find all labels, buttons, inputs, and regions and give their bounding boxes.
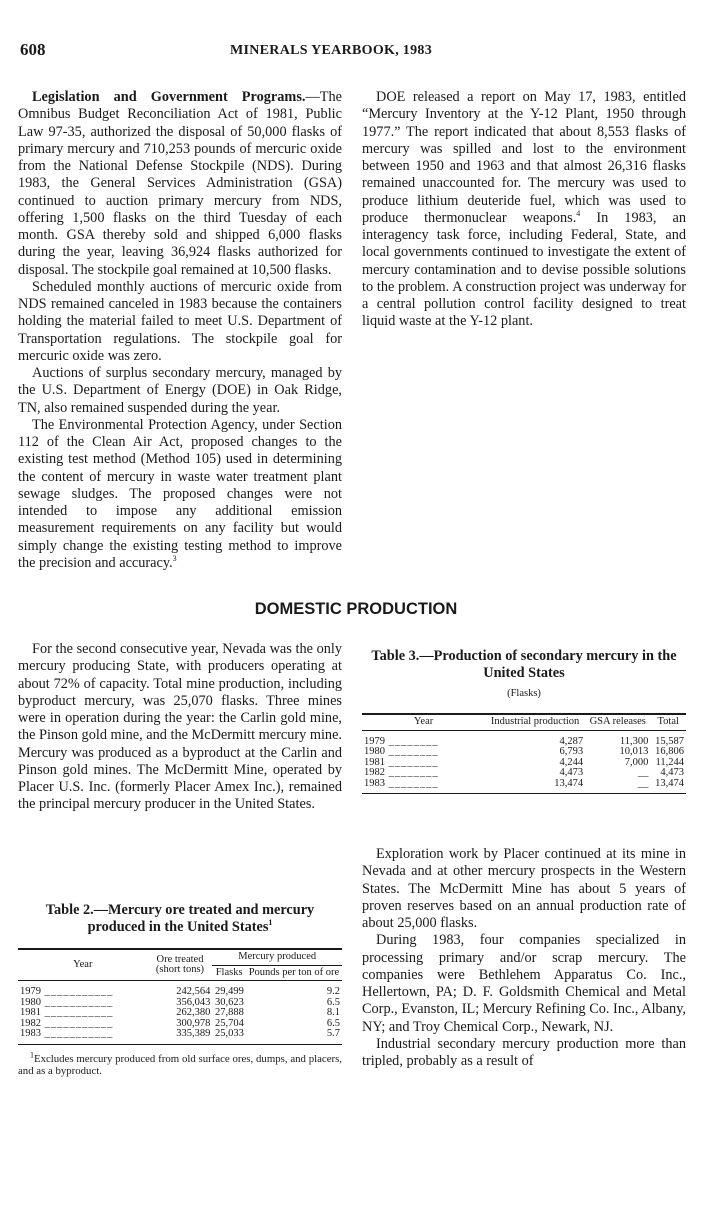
- leader-dots: ___________: [41, 1007, 114, 1018]
- table-2-header-flasks: Flasks: [215, 966, 243, 978]
- cell-ore: 356,043: [176, 996, 211, 1008]
- cell-year: [362, 730, 485, 747]
- paragraph-text: The Environmental Protection Agency, under Section 112 of the Clean Air Act, proposed changes to the existing test method (Method 105) used in determining the content of mercury in waste water treatment plant sewage sludges. The proposed changes were not intended to impose any additional emission measurement requirements on any facility but would simply change the existing testing method to improve the precision and accuracy.: [18, 416, 342, 571]
- cell-industrial: 4,244: [559, 756, 584, 768]
- paragraph-industrial: Industrial secondary mercury production more than tripled, probably as a result of: [362, 1035, 686, 1069]
- cell-year: [18, 981, 148, 998]
- row-year: 1983: [20, 1028, 41, 1039]
- row-year: 1979: [20, 986, 41, 997]
- column-right-top: [362, 89, 686, 331]
- table-2-grid: [18, 948, 342, 1045]
- cell-industrial: 4,287: [559, 735, 584, 747]
- cell-total: 15,587: [655, 735, 684, 747]
- cell-industrial: 6,793: [559, 746, 584, 757]
- cell-flasks: 25,033: [214, 1028, 244, 1039]
- table-3-header-industrial: Industrial production: [490, 716, 580, 727]
- row-year: 1980: [20, 996, 41, 1008]
- cell-total: 11,244: [655, 756, 684, 768]
- table-2-title-note: 1: [268, 918, 273, 928]
- page-number: 608: [20, 40, 46, 59]
- leader-dots: ___________: [41, 1028, 114, 1039]
- table-3-title: Table 3.—Production of secondary mercury in the United States: [371, 648, 677, 681]
- leader-dots: ___________: [41, 986, 114, 997]
- cell-gsa: 11,300: [619, 735, 649, 747]
- paragraph-doe-report: [362, 89, 686, 331]
- cell-flasks: 27,888: [214, 1007, 244, 1018]
- cell-flasks: 30,623: [214, 996, 244, 1008]
- paragraph-text: —The Omnibus Budget Reconciliation Act of 1981, Public Law 97-35, authorized the disposal of 50,000 flasks of primary mercury and 710,253 pounds of mercuric oxide from the National Defense Stockpile (NDS). During 1983, the General Services Administration (GSA) continued to auction primary mercury from NDS, offering 1,500 flasks on the third Tuesday of each month. GSA thereby sold and shipped 6,000 flasks during the year, leaving 36,924 flasks authorized for disposal. The stockpile goal remained at 10,500 flasks.: [18, 89, 342, 278]
- paragraph-text: DOE released a report on May 17, 1983, entitled “Mercury Inventory at the Y-12 Plant, 1950 through 1977.” The report indicated that about 8,553 flasks of mercury was spilled and lost to the environment between 1950 and 1963 and that almost 26,316 flasks remained unaccounted for. The mercury was used to produce lithium deuteride fuel, which was used to produce thermonuclear weapons.: [362, 89, 686, 226]
- cell-pounds: 9.2: [326, 986, 340, 997]
- cell-industrial: 13,474: [554, 777, 584, 789]
- leader-dots: ___________: [41, 996, 114, 1008]
- cell-pounds: 6.5: [326, 996, 340, 1008]
- row-year: 1982: [20, 1017, 41, 1029]
- cell-gsa: __: [637, 767, 649, 778]
- paragraph-legislation: [18, 89, 342, 279]
- table-3-header-gsa: GSA releases: [589, 716, 646, 727]
- cell-pounds: 6.5: [326, 1017, 340, 1029]
- row-year: 1981: [20, 1007, 41, 1018]
- paragraph-exploration: Exploration work by Placer continued at its mine in Nevada and at other mercury prospects in the Western States. The McDermitt Mine has about 5 years of proven reserves based on an annual production rate of about 25,000 flasks.: [362, 846, 686, 931]
- table-row: [18, 1029, 342, 1044]
- leader-dots: ________: [385, 746, 439, 757]
- leader-dots: ________: [385, 735, 439, 747]
- paragraph-text-tail: In 1983, an interagency task force, including Federal, State, and local governments continued to investigate the extent of mercury contamination and to devise possible solutions to the problem. A construction project was underway for a central pollution control facility designed to treat liquid waste at the Y-12 plant.: [362, 209, 686, 330]
- row-year: 1981: [364, 756, 385, 768]
- cell-ore: 300,978: [176, 1017, 211, 1029]
- cell-gsa: 10,013: [619, 746, 649, 757]
- row-year: 1979: [364, 735, 385, 747]
- table-2-header-ore: Ore treated (short tons): [155, 953, 205, 975]
- table-2-footnote: [18, 1049, 342, 1077]
- table-3-header-year: Year: [413, 716, 434, 727]
- footnote-ref: 4: [576, 208, 581, 218]
- paragraph-lead: Legislation and Government Programs.: [32, 89, 306, 105]
- cell-ore: 262,380: [176, 1007, 211, 1018]
- footnote-ref: 3: [172, 553, 177, 563]
- column-left-top: [18, 89, 342, 572]
- section-heading: DOMESTIC PRODUCTION: [254, 600, 458, 618]
- footnote-text: Excludes mercury produced from old surface ores, dumps, and placers, and as a byproduct.: [18, 1052, 342, 1077]
- table-row: [362, 779, 686, 794]
- cell-ore: 242,564: [176, 986, 211, 997]
- table-2-title-text: Table 2.—Mercury ore treated and mercury produced in the United States: [45, 902, 315, 935]
- paragraph-epa: [18, 417, 342, 572]
- running-head: MINERALS YEARBOOK, 1983: [230, 43, 433, 58]
- table-2-header-year: Year: [73, 958, 93, 970]
- table-2: [18, 902, 342, 1077]
- paragraph-companies: During 1983, four companies specialized in processing primary and/or scrap mercury. The companies were Bethlehem Apparatus Co. Inc., Hellertown, PA; D. F. Goldsmith Chemical and Metal Corp., Evanston, IL; Mercury Refining Co. Inc., Albany, NY; and Troy Chemical Corp., Newark, NJ.: [362, 932, 686, 1035]
- cell-pounds: 8.1: [326, 1007, 340, 1018]
- cell-year: [18, 1029, 148, 1044]
- paragraph-nevada: For the second consecutive year, Nevada was the only mercury producing State, with producers operating at about 72% of capacity. Total mine production, including byproduct mercury, was 25,070 flasks. Three mines were in operation during the year: the Carlin gold mine, the Pinson gold mine, and the McDermitt mercury mine. Mercury was produced as a byproduct at the Carlin and Pinson gold mines. The McDermitt Mine, operated by Placer U.S. Inc. (formerly Placer Amex Inc.), remained the principal mercury producer in the United States.: [18, 641, 342, 813]
- table-3: [362, 648, 686, 794]
- cell-flasks: 29,499: [214, 986, 244, 997]
- table-row: [362, 730, 686, 747]
- leader-dots: ___________: [41, 1017, 114, 1029]
- row-year: 1983: [364, 777, 385, 789]
- column-right-bottom: [362, 846, 686, 1070]
- column-left-bottom: [18, 641, 342, 814]
- cell-pounds: 5.7: [326, 1028, 340, 1039]
- cell-gsa: __: [637, 777, 649, 789]
- row-year: 1980: [364, 746, 385, 757]
- table-2-title: [18, 902, 342, 936]
- leader-dots: ________: [385, 756, 439, 768]
- leader-dots: ________: [385, 777, 439, 789]
- table-2-header-pounds: Pounds per ton of ore: [248, 966, 340, 978]
- table-row: [18, 981, 342, 998]
- table-3-grid: [362, 713, 686, 794]
- table-2-header-group: Mercury produced: [212, 949, 342, 965]
- paragraph-mercuric-oxide: Scheduled monthly auctions of mercuric oxide from NDS remained canceled in 1983 because the containers holding the material failed to meet U.S. Department of Transportation regulations. The stockpile goal for mercuric oxide was zero.: [18, 278, 342, 364]
- cell-year: [362, 779, 485, 794]
- table-3-units: (Flasks): [507, 688, 541, 699]
- cell-total: 16,806: [655, 746, 684, 757]
- cell-ore: 335,389: [176, 1028, 211, 1039]
- row-year: 1982: [364, 767, 385, 778]
- paragraph-doe-auctions: Auctions of surplus secondary mercury, managed by the U.S. Department of Energy (DOE) in Oak Ridge, TN, also remained suspended during the year.: [18, 365, 342, 416]
- table-3-header-total: Total: [657, 716, 679, 727]
- cell-gsa: 7,000: [624, 756, 649, 768]
- footnote-mark: 1: [30, 1049, 34, 1059]
- cell-industrial: 4,473: [559, 767, 584, 778]
- cell-flasks: 25,704: [214, 1017, 244, 1029]
- cell-total: 13,474: [655, 777, 684, 789]
- cell-total: 4,473: [660, 767, 684, 778]
- leader-dots: ________: [385, 767, 439, 778]
